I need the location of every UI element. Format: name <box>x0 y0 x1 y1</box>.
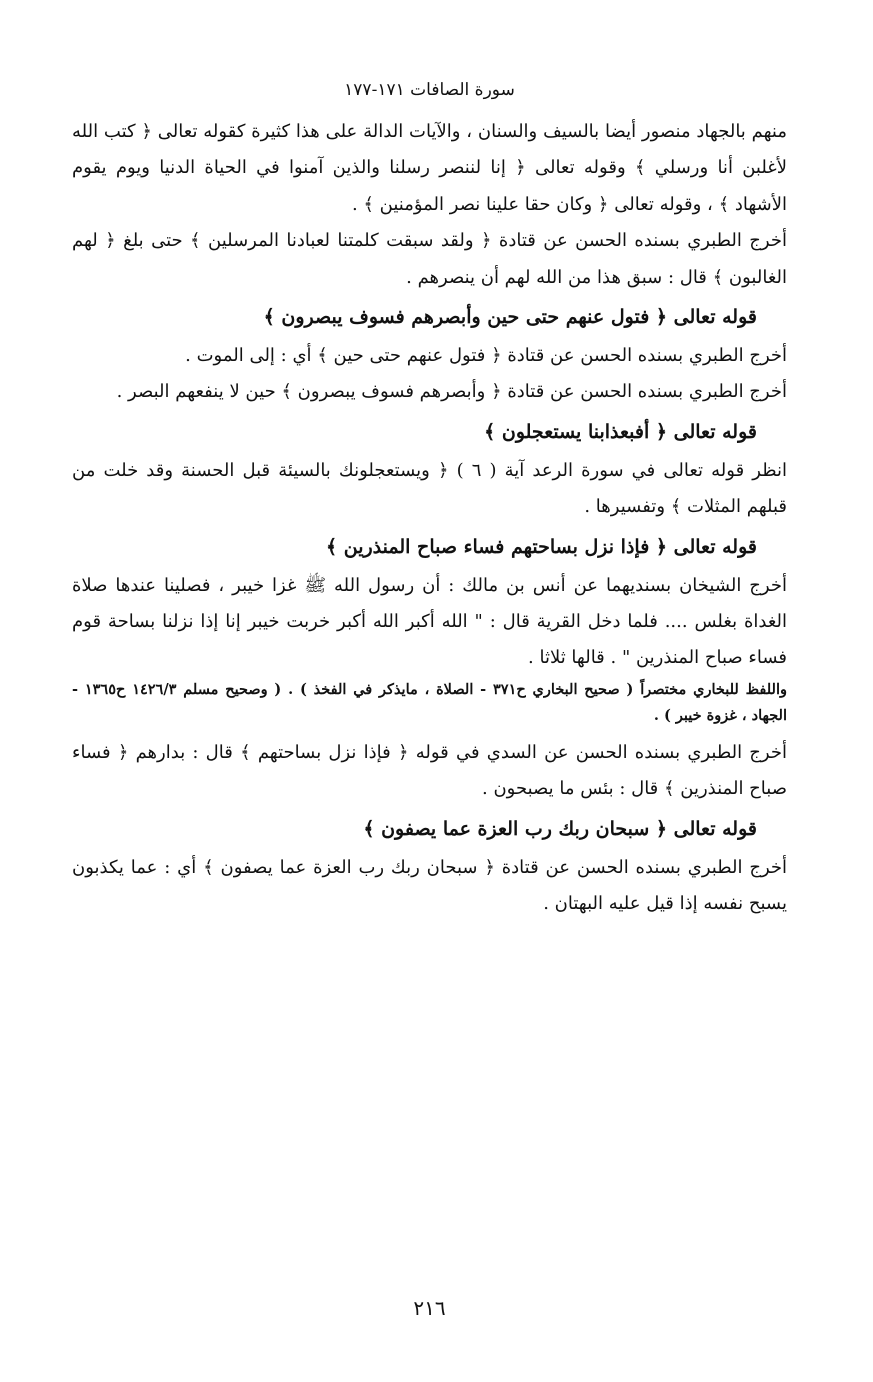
paragraph: أخرج الطبري بسنده الحسن عن قتادة ﴿ ولقد سبقت كلمتنا لعبادنا المرسلين ﴾ حتى بلغ ﴿ لهم الغالبون ﴾ قال : سبق هذا من الله لهم أن ينصرهم . <box>72 230 787 288</box>
section-heading: قوله تعالى ﴿ سبحان ربك رب العزة عما يصفون ﴾ <box>363 817 757 840</box>
paragraph: أخرج الشيخان بسنديهما عن أنس بن مالك : أن رسول الله ﷺ غزا خيبر ، فصلينا عندها صلاة الغداة بغلس .... فلما دخل القرية قال : " الله أكبر الله أكبر خربت خيبر إنا إذا نزلنا بساحة قوم فساء صباح المنذرين " . قالها ثلاثا . <box>72 574 787 669</box>
running-header: سورة الصافات ١٧١-١٧٧ <box>344 80 515 100</box>
document-page <box>72 78 787 1322</box>
section-heading: قوله تعالى ﴿ فإذا نزل بساحتهم فساء صباح المنذرين ﴾ <box>326 535 757 558</box>
citation-note: واللفظ للبخاري مختصراً ( صحيح البخاري ح٣٧١ - الصلاة ، مايذكر في الفخذ ) . ( وصحيح مسلم ١٤٢٦/٣ ح١٣٦٥ - الجهاد ، غزوة خيبر ) . <box>72 680 788 724</box>
paragraph: منهم بالجهاد منصور أيضا بالسيف والسنان ، والآيات الدالة على هذا كثيرة كقوله تعالى ﴿ كتب الله لأغلبن أنا ورسلي ﴾ وقوله تعالى ﴿ إنا لننصر رسلنا والذين آمنوا في الحياة الدنيا ويوم يقوم الأشهاد ﴾ ، وقوله تعالى ﴿ وكان حقا علينا نصر المؤمنين ﴾ . <box>72 121 787 215</box>
paragraph: انظر قوله تعالى في سورة الرعد آية ( ٦ ) ﴿ ويستعجلونك بالسيئة قبل الحسنة وقد خلت من قبلهم المثلات ﴾ وتفسيرها . <box>72 459 787 518</box>
paragraph: أخرج الطبري بسنده الحسن عن السدي في قوله ﴿ فإذا نزل بساحتهم ﴾ قال : بدارهم ﴿ فساء صباح المنذرين ﴾ قال : بئس ما يصبحون . <box>72 741 787 800</box>
paragraph: أخرج الطبري بسنده الحسن عن قتادة ﴿ سبحان ربك رب العزة عما يصفون ﴾ أي : عما يكذبون يسبح نفسه إذا قيل عليه البهتان . <box>72 856 787 915</box>
page-number: ٢١٦ <box>413 1296 446 1320</box>
paragraph: أخرج الطبري بسنده الحسن عن قتادة ﴿ وأبصرهم فسوف يبصرون ﴾ حين لا ينفعهم البصر . <box>116 381 787 403</box>
paragraph: أخرج الطبري بسنده الحسن عن قتادة ﴿ فتول عنهم حتى حين ﴾ أي : إلى الموت . <box>185 345 787 367</box>
section-heading: قوله تعالى ﴿ فتول عنهم حتى حين وأبصرهم فسوف يبصرون ﴾ <box>263 306 757 329</box>
section-heading: قوله تعالى ﴿ أفبعذابنا يستعجلون ﴾ <box>484 420 757 443</box>
